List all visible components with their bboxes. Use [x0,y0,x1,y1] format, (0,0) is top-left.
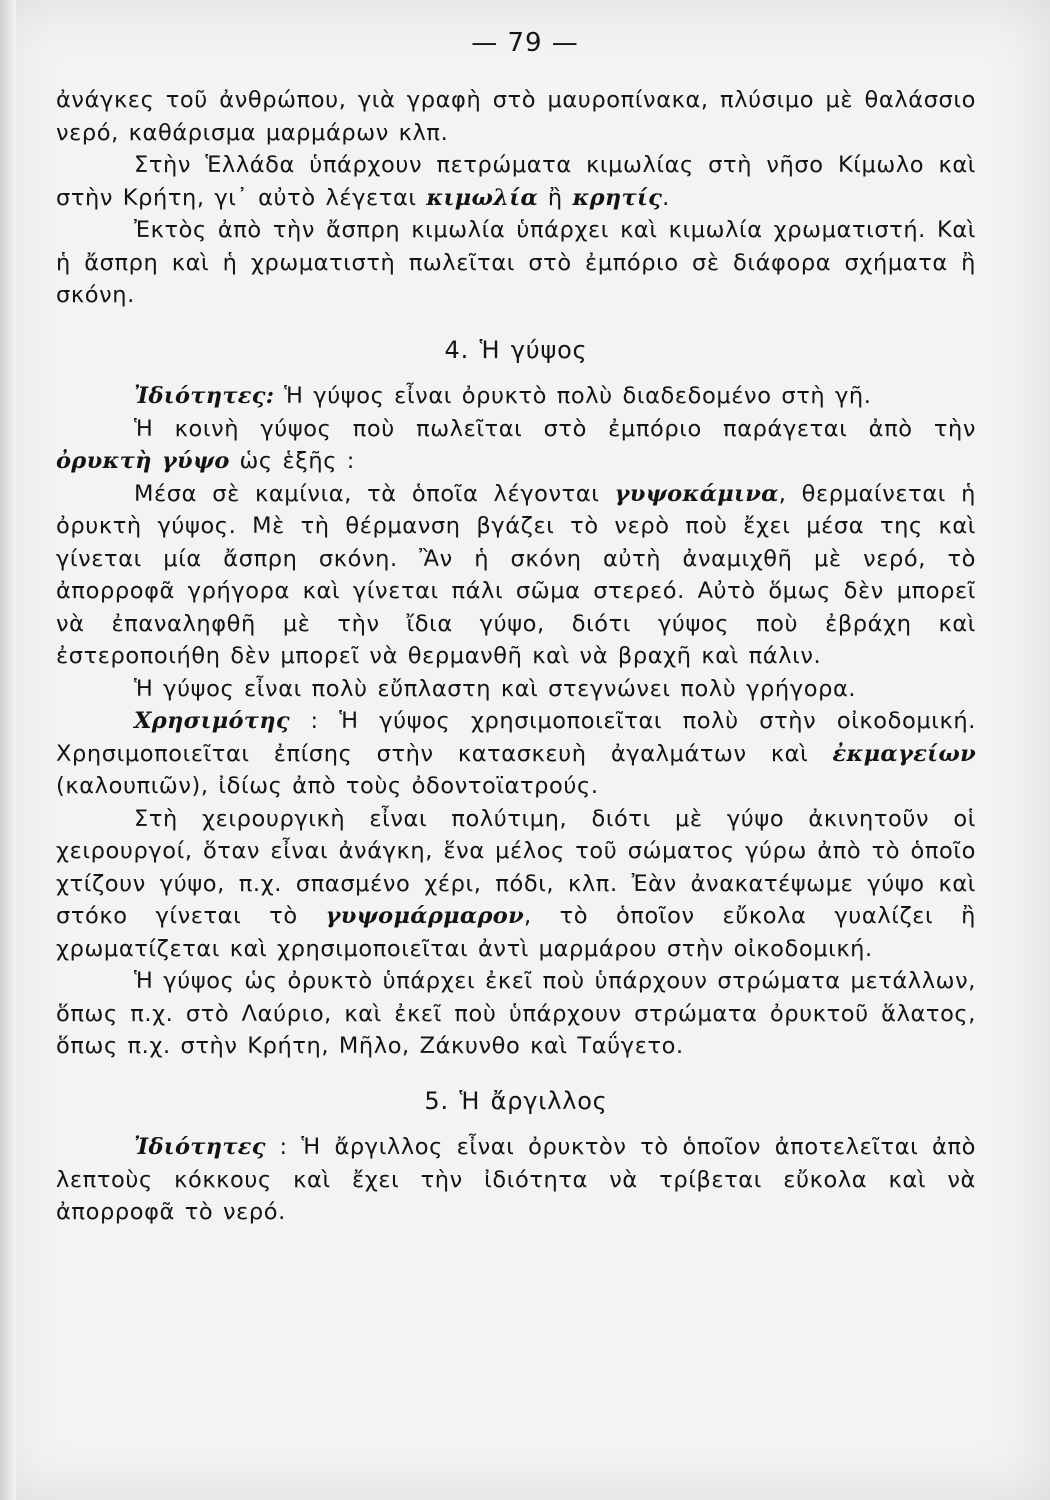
gypsum-usefulness-paragraph [56,705,976,803]
gypsum-plastic-text: Ἡ γύψος εἶναι πολὺ εὔπλαστη καὶ στεγνώνει πολὺ γρήγορα. [134,675,857,702]
kimolia-text-c: . [662,184,670,211]
page-binding-edge [0,0,16,1500]
gypsum-plastic-paragraph [56,673,976,706]
term-kritis: κρητίς [572,184,663,211]
page-body [56,84,976,1229]
gypsum-common-text-a: Ἡ κοινὴ γύψος ποὺ πωλεῖται στὸ ἐμπόριο παράγεται ἀπὸ τὴν [134,415,976,442]
term-gypsum-kilns: γυψοκάμινα [614,480,779,507]
gypsum-kilns-text-a: Μέσα σὲ καμίνια, τὰ ὁποῖα λέγονται [134,480,615,507]
term-casts: ἐκμαγείων [832,740,976,767]
gypsum-occurrence-text: Ἡ γύψος ὡς ὀρυκτὸ ὑπάρχει ἐκεῖ ποὺ ὑπάρχουν στρώματα μετάλλων, ὅπως π.χ. στὸ Λαύριο, καὶ ἐκεῖ ποὺ ὑπάρχουν στρώματα ὀρυκτοῦ ἅλατος, ὅπως π.χ. στὴν Κρήτη, Μῆλο, Ζάκυνθο καὶ Ταΰγετο. [56,968,976,1059]
colored-chalk-text: Ἐκτὸς ἀπὸ τὴν ἄσπρη κιμωλία ὑπάρχει καὶ κιμωλία χρωματιστή. Καὶ ἡ ἄσπρη καὶ ἡ χρωματιστὴ πωλεῖται στὸ ἐμπόριο σὲ διάφορα σχήματα ἢ σκόνη. [56,217,976,308]
usefulness-label: Χρησιμότης [134,708,290,734]
gypsum-common-text-b: ὡς ἑξῆς : [229,448,355,474]
kimolia-text-b: ἢ [538,184,573,211]
term-mineral-gypsum: ὀρυκτὴ γύψο [56,448,230,474]
kimolia-paragraph [56,149,976,214]
intro-text: ἀνάγκες τοῦ ἀνθρώπου, γιὰ γραφὴ στὸ μαυροπίνακα, πλύσιμο μὲ θαλάσσιο νερό, καθάρισμα μαρμάρων κλπ. [56,87,976,146]
gypsum-kilns-text-b: , θερμαίνεται ἡ ὀρυκτὴ γύψος. Μὲ τὴ θέρμανση βγάζει τὸ νερὸ ποὺ ἔχει μέσα της καὶ γίνεται μία ἄσπρη σκόνη. Ἂν ἡ σκόνη αὐτὴ ἀναμιχθῆ μὲ νερό, τὸ ἀπορροφᾶ γρήγορα καὶ γίνεται πάλι σῶμα στερεό. Αὐτὸ ὅμως δὲν μπορεῖ νὰ ἐπαναληφθῆ μὲ τὴν ἴδια γύψο, διότι γύψος ποὺ ἐβράχη καὶ ἐστεροποιήθη δὲν μπορεῖ νὰ θερμανθῆ καὶ νὰ βραχῆ καὶ πάλιν. [56,480,976,669]
gypsum-properties-paragraph [56,380,976,413]
gypsum-surgery-paragraph [56,803,976,966]
clay-properties-label: Ἰδιότητες [134,1134,266,1160]
gypsum-occurrence-paragraph [56,965,976,1063]
section-heading-clay: 5. Ἡ ἄργιλλος [424,1086,608,1115]
term-gypsum-marble: γυψομάρμαρον [325,903,524,929]
section-heading-gypsum: 4. Ἡ γύψος [444,335,588,364]
gypsum-surgery-text-b: , τὸ ὁποῖον εὔκολα γυαλίζει ἢ χρωματίζεται καὶ χρησιμοποιεῖται ἀντὶ μαρμάρου στὴν οἰκοδομική. [56,903,977,962]
colored-chalk-paragraph [56,214,976,312]
gypsum-properties-text: Ἡ γύψος εἶναι ὀρυκτὸ πολὺ διαδεδομένο στὴ γῆ. [274,383,872,409]
clay-properties-paragraph [56,1131,976,1229]
gypsum-common-paragraph [56,413,976,478]
gypsum-usefulness-text-a: : Ἡ γύψος χρησιμοποιεῖται πολὺ στὴν οἰκοδομική. Χρησιμοποιεῖται ἐπίσης στὴν κατασκευὴ ἀγαλμάτων καὶ [56,708,976,767]
gypsum-kilns-paragraph [56,478,976,673]
intro-paragraph [56,84,976,149]
gypsum-usefulness-text-b: (καλουπιῶν), ἰδίως ἀπὸ τοὺς ὀδοντοϊατρούς. [56,773,599,799]
properties-label: Ἰδιότητες: [134,383,275,409]
page-number: — 79 — [471,28,579,58]
clay-properties-text: : Ἡ ἄργιλλος εἶναι ὀρυκτὸν τὸ ὁποῖον ἀποτελεῖται ἀπὸ λεπτοὺς κόκκους καὶ ἔχει τὴν ἰδιότητα νὰ τρίβεται εὔκολα καὶ νὰ ἀπορροφᾶ τὸ νερό. [56,1134,976,1225]
term-kimolia: κιμωλία [426,184,539,211]
kimolia-text-a: Στὴν Ἑλλάδα ὑπάρχουν πετρώματα κιμωλίας στὴ νῆσο Κίμωλο καὶ στὴν Κρήτη, γι᾿ αὐτὸ λέγεται [56,152,976,211]
gypsum-surgery-text-a: Στὴ χειρουργικὴ εἶναι πολύτιμη, διότι μὲ γύψο ἀκινητοῦν οἱ χειρουργοί, ὅταν εἶναι ἀνάγκη, ἕνα μέλος τοῦ σώματος γύρω ἀπὸ τὸ ὁποῖο χτίζουν γύψο, π.χ. σπασμένο χέρι, πόδι, κλπ. Ἐὰν ἀνακατέψωμε γύψο καὶ στόκο γίνεται τὸ [56,805,976,929]
